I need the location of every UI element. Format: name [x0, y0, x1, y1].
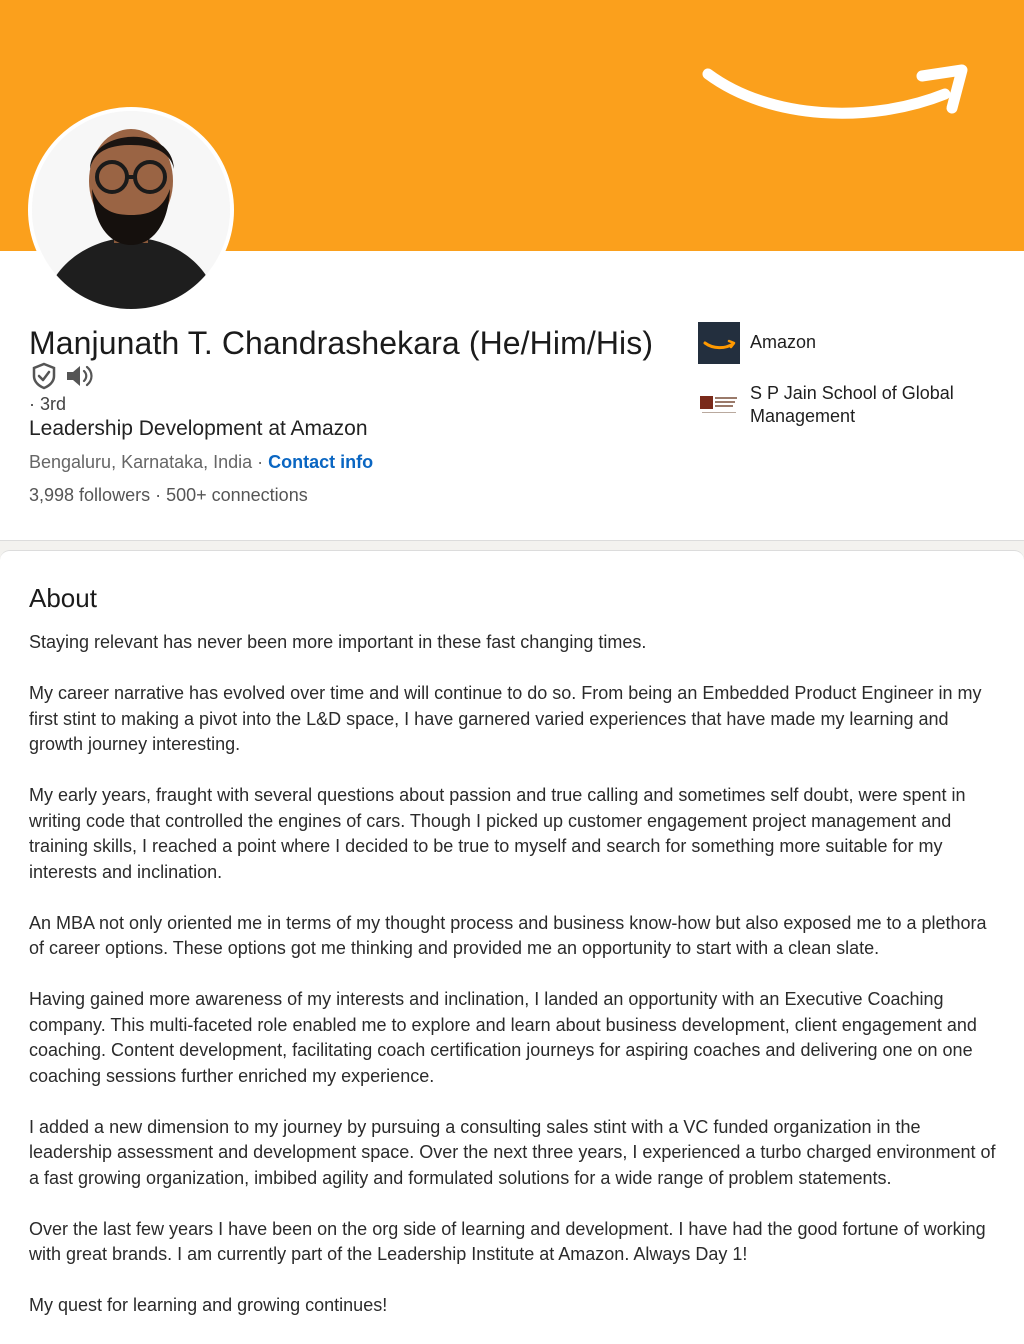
- about-paragraph: My early years, fraught with several questions about passion and true calling and sometimes self doubt, were spent in writing code that controlled the engines of cars. Though I picked up customer engagement project management and training skills, I reached a point where I decided to be true to myself and search for something more suitable for my interests and inclination.: [29, 785, 966, 882]
- about-paragraph: I added a new dimension to my journey by pursuing a consulting sales stint with a VC funded organization in the leadership assessment and development space. Over the next three years, I experienced a turbo charged environment of a fast growing organization, imbibed agility and formulated solutions for a wide range of problem statements.: [29, 1116, 996, 1188]
- shield-check-icon[interactable]: [31, 362, 57, 390]
- org-name: Amazon: [750, 332, 817, 352]
- profile-badges: [31, 362, 95, 390]
- org-item-spjain[interactable]: [698, 382, 998, 428]
- org-list: [698, 322, 998, 446]
- about-heading: About: [29, 583, 97, 613]
- about-paragraph: My career narrative has evolved over time and will continue to do so. From being an Embedded Product Engineer in my first stint to making a pivot into the L&D space, I have garnered varied experiences that have made my learning and growth journey interesting.: [29, 683, 982, 754]
- profile-name: Manjunath T. Chandrashekara (He/Him/His): [29, 325, 654, 361]
- amazon-smile-icon: [700, 58, 970, 138]
- org-item-amazon[interactable]: [698, 322, 998, 364]
- stats-separator: ·: [155, 485, 167, 505]
- about-paragraph: Staying relevant has never been more important in these fast changing times.: [29, 632, 647, 652]
- connections-count[interactable]: 500+ connections: [166, 485, 308, 505]
- about-paragraph: My quest for learning and growing continues!: [29, 1295, 388, 1315]
- connection-degree: · 3rd: [29, 394, 67, 414]
- location-line: [29, 452, 373, 473]
- avatar-portrait: [32, 111, 230, 309]
- org-name: S P Jain School of Global Management: [750, 383, 954, 426]
- about-text: [29, 630, 999, 1344]
- avatar[interactable]: [32, 111, 230, 309]
- about-paragraph: Having gained more awareness of my interests and inclination, I landed an opportunity with an Executive Coaching company. This multi-faceted role enabled me to explore and learn about business development, client engagement and coaching. Content development, facilitating coach certification journeys for aspiring coaches and delivering one on one coaching sessions further enriched my experience.: [29, 989, 977, 1086]
- followers-count[interactable]: 3,998 followers: [29, 485, 151, 505]
- speaker-icon[interactable]: [65, 363, 95, 389]
- spjain-logo-icon: [698, 382, 740, 424]
- location-text: Bengaluru, Karnataka, India: [29, 452, 253, 472]
- about-paragraph: Over the last few years I have been on the org side of learning and development. I have had the good fortune of working with great brands. I am currently part of the Leadership Institute at Amazon. Always Day 1!: [29, 1218, 986, 1264]
- about-paragraph: An MBA not only oriented me in terms of my thought process and business know-how but also exposed me to a plethora of career options. These options got me thinking and provided me an opportunity to start with a clean slate.: [29, 912, 987, 958]
- profile-top-card: [0, 0, 1024, 541]
- profile-headline: Leadership Development at Amazon: [29, 417, 368, 440]
- location-separator: ·: [252, 452, 269, 472]
- network-stats: [29, 485, 308, 506]
- amazon-logo-icon: [698, 322, 740, 364]
- contact-info-link[interactable]: Contact info: [268, 452, 374, 472]
